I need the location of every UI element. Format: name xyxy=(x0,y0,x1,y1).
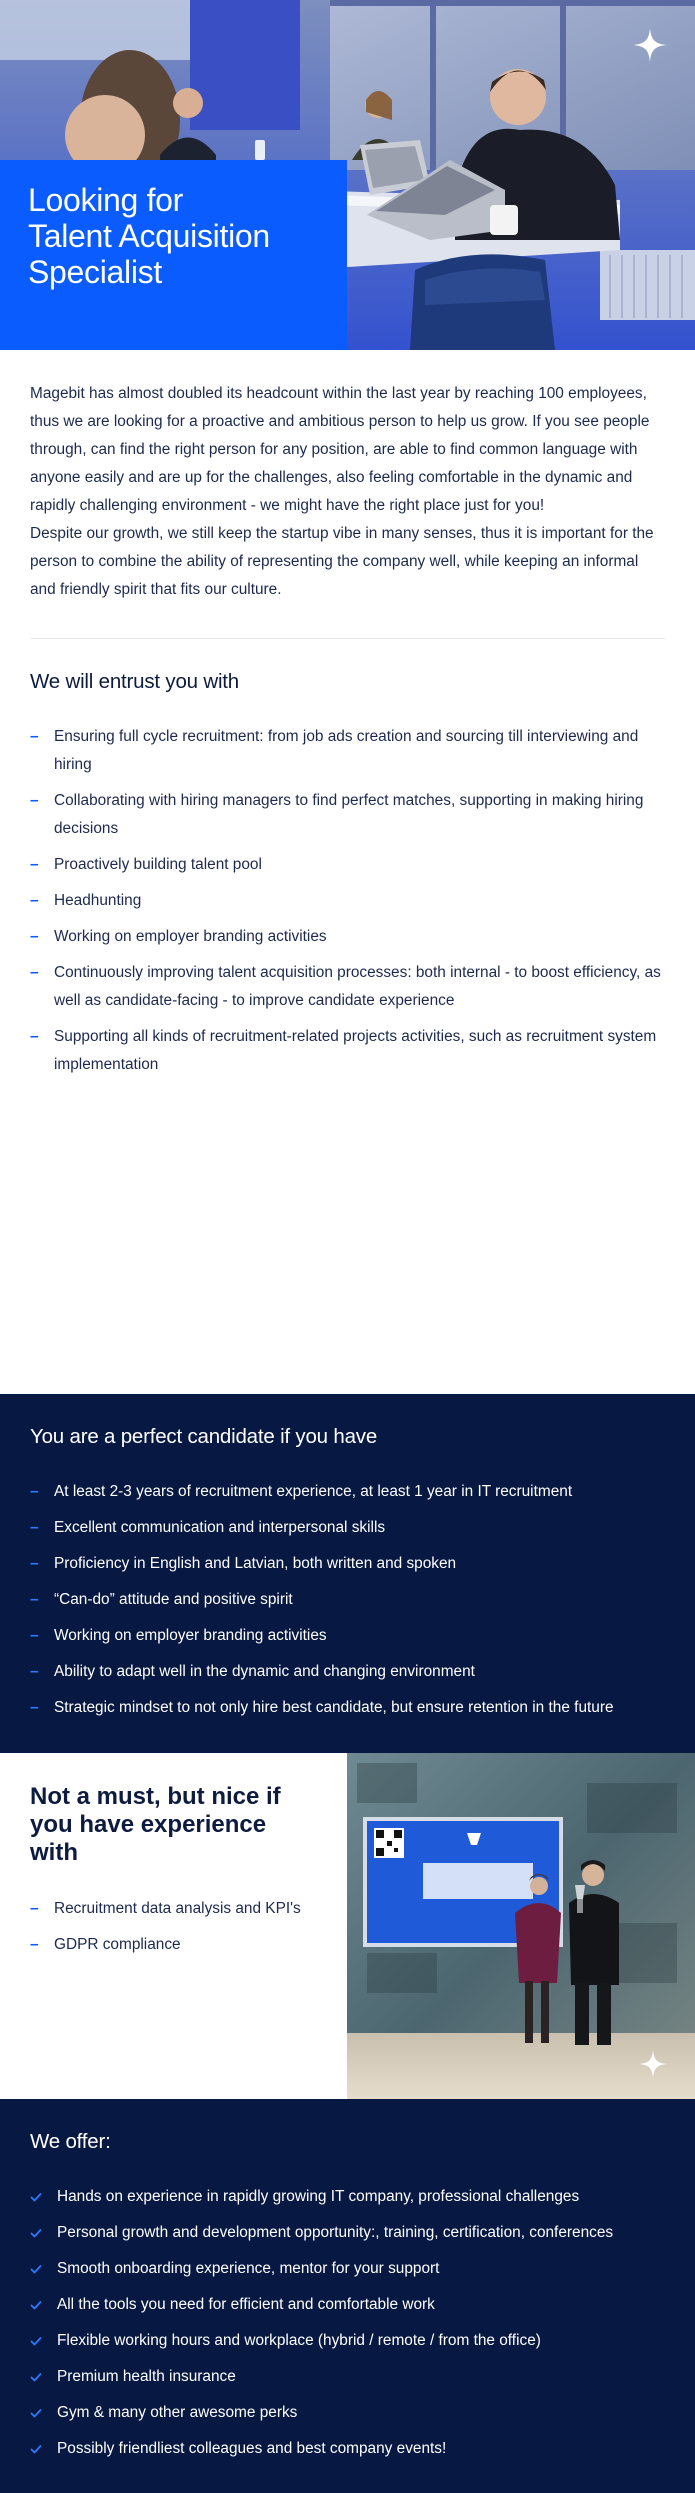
check-icon xyxy=(30,2408,42,2418)
page-title-line-2: Talent Acquisition xyxy=(28,218,270,254)
dash-bullet: – xyxy=(30,792,39,809)
list-item xyxy=(30,923,665,951)
offer-heading: We offer: xyxy=(30,2130,111,2153)
check-icon xyxy=(30,2264,42,2274)
list-item-text: Supporting all kinds of recruitment-related projects activities, such as recruitment system implementation xyxy=(54,1028,657,1073)
list-item xyxy=(30,959,665,1015)
list-item-text: Collaborating with hiring managers to find perfect matches, supporting in making hiring decisions xyxy=(54,792,644,837)
entrust-section xyxy=(0,639,695,1394)
list-item xyxy=(30,2435,665,2463)
list-item xyxy=(30,1895,317,1923)
list-item xyxy=(30,2327,665,2355)
dash-bullet: – xyxy=(30,1699,39,1716)
perfect-candidate-section xyxy=(0,1394,695,1753)
list-item xyxy=(30,1931,317,1959)
check-icon xyxy=(30,2228,42,2238)
list-item xyxy=(30,851,665,879)
nice-to-have-content xyxy=(0,1753,347,2099)
list-item xyxy=(30,2219,665,2247)
nice-list xyxy=(30,1895,317,1959)
dash-bullet: – xyxy=(30,1483,39,1500)
list-item xyxy=(30,723,665,779)
list-item-text: Personal growth and development opportunity:, training, certification, conferences xyxy=(57,2224,614,2241)
list-item-text: Hands on experience in rapidly growing IT company, professional challenges xyxy=(57,2188,580,2205)
list-item-text: Proactively building talent pool xyxy=(54,856,262,873)
list-item-text: Strategic mindset to not only hire best candidate, but ensure retention in the future xyxy=(54,1699,614,1716)
hero-section xyxy=(0,0,695,350)
list-item-text: Recruitment data analysis and KPI's xyxy=(54,1900,301,1917)
list-item xyxy=(30,2363,665,2391)
dash-bullet: – xyxy=(30,1627,39,1644)
intro-paragraph-1: Magebit has almost doubled its headcount within the last year by reaching 100 employees, thus we are looking for a proactive and ambitious person to help us grow. If you see people through, can find the right person for any position, are able to find common language with anyone easily and are up for the challenges, also feeling comfortable in the dynamic and rapidly challenging environment - we might have the right place just for you! xyxy=(30,385,650,514)
list-item-text: Working on employer branding activities xyxy=(54,1627,327,1644)
list-item xyxy=(30,1658,665,1686)
dash-bullet: – xyxy=(30,728,39,745)
offer-section xyxy=(0,2099,695,2493)
award-photo xyxy=(347,1753,695,2099)
list-item-text: Flexible working hours and workplace (hybrid / remote / from the office) xyxy=(57,2332,541,2349)
list-item xyxy=(30,1023,665,1079)
list-item xyxy=(30,2291,665,2319)
check-icon xyxy=(30,2444,42,2454)
list-item-text: Working on employer branding activities xyxy=(54,928,327,945)
list-item xyxy=(30,787,665,843)
entrust-heading: We will entrust you with xyxy=(30,670,240,693)
list-item xyxy=(30,2399,665,2427)
list-item-text: Continuously improving talent acquisition processes: both internal - to boost efficiency, as well as candidate-facing - to improve candidate experience xyxy=(54,964,661,1009)
dash-bullet: – xyxy=(30,1519,39,1536)
offer-list xyxy=(30,2183,665,2463)
list-item-text: Proficiency in English and Latvian, both written and spoken xyxy=(54,1555,457,1572)
page-title xyxy=(28,182,328,290)
list-item-text: At least 2-3 years of recruitment experience, at least 1 year in IT recruitment xyxy=(54,1483,573,1500)
check-icon xyxy=(30,2300,42,2310)
intro-paragraph-2: Despite our growth, we still keep the startup vibe in many senses, thus it is important for the person to combine the ability of representing the company well, while keeping an informal and friendly spirit that fits our culture. xyxy=(30,525,654,598)
check-icon xyxy=(30,2372,42,2382)
list-item-text: Premium health insurance xyxy=(57,2368,236,2385)
intro-text xyxy=(0,350,695,638)
list-item xyxy=(30,2183,665,2211)
list-item xyxy=(30,1478,665,1506)
dash-bullet: – xyxy=(30,1936,39,1953)
list-item-text: Possibly friendliest colleagues and best company events! xyxy=(57,2440,447,2457)
list-item xyxy=(30,2255,665,2283)
list-item-text: Excellent communication and interpersonal skills xyxy=(54,1519,386,1536)
dash-bullet: – xyxy=(30,1663,39,1680)
page-title-line-1: Looking for xyxy=(28,182,184,218)
dash-bullet: – xyxy=(30,1028,39,1045)
dash-bullet: – xyxy=(30,964,39,981)
list-item xyxy=(30,1550,665,1578)
list-item xyxy=(30,1622,665,1650)
list-item-text: “Can-do” attitude and positive spirit xyxy=(54,1591,293,1608)
nice-to-have-section xyxy=(0,1753,695,2099)
page-title-line-3: Specialist xyxy=(28,254,162,290)
award-photo-image xyxy=(347,1753,695,2099)
dash-bullet: – xyxy=(30,1900,39,1917)
entrust-list xyxy=(30,723,665,1079)
dash-bullet: – xyxy=(30,892,39,909)
list-item-text: All the tools you need for efficient and comfortable work xyxy=(57,2296,435,2313)
list-item xyxy=(30,1514,665,1542)
list-item xyxy=(30,1694,665,1722)
list-item xyxy=(30,1586,665,1614)
perfect-list xyxy=(30,1478,665,1722)
dash-bullet: – xyxy=(30,1555,39,1572)
list-item-text: Ensuring full cycle recruitment: from job ads creation and sourcing till interviewing and hiring xyxy=(54,728,639,773)
list-item-text: Ability to adapt well in the dynamic and changing environment xyxy=(54,1663,475,1680)
perfect-heading: You are a perfect candidate if you have xyxy=(30,1425,378,1448)
check-icon xyxy=(30,2336,42,2346)
list-item-text: Gym & many other awesome perks xyxy=(57,2404,298,2421)
nice-heading: Not a must, but nice if you have experience with xyxy=(30,1783,281,1866)
dash-bullet: – xyxy=(30,856,39,873)
list-item-text: Smooth onboarding experience, mentor for your support xyxy=(57,2260,440,2277)
list-item-text: Headhunting xyxy=(54,892,142,909)
list-item-text: GDPR compliance xyxy=(54,1936,181,1953)
list-item xyxy=(30,887,665,915)
sparkle-icon xyxy=(633,28,667,62)
check-icon xyxy=(30,2192,42,2202)
dash-bullet: – xyxy=(30,928,39,945)
dash-bullet: – xyxy=(30,1591,39,1608)
